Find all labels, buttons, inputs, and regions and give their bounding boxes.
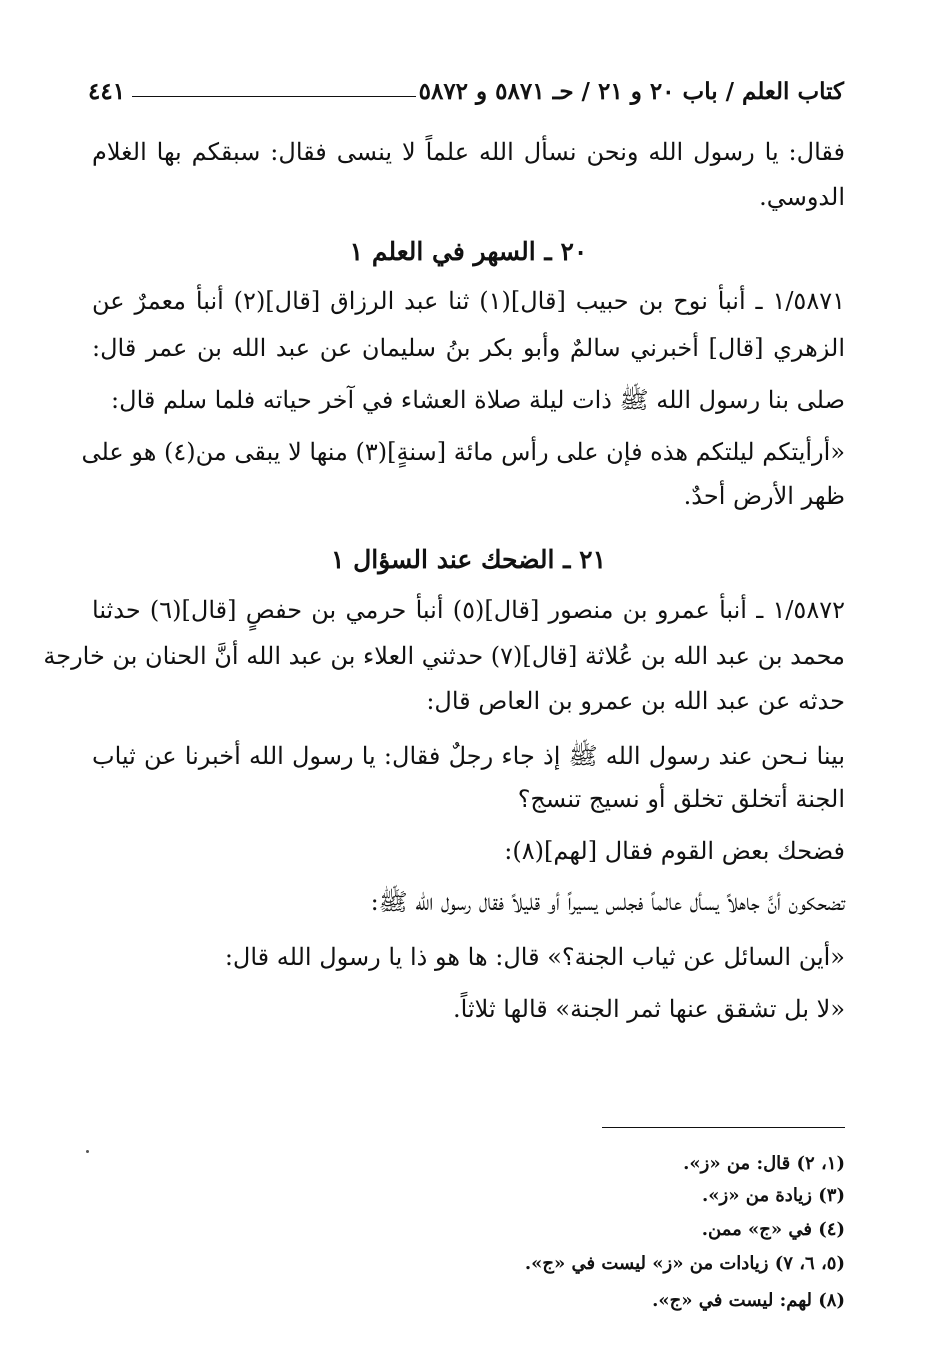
hadith-5872-line: «أين السائل عن ثياب الجنة؟» قال: ها هو ذا يا رسول الله قال: (224, 943, 845, 971)
text-line: الدوسي. (759, 183, 845, 211)
footnote: (٥، ٦، ٧) زيادات من «ز» ليست في «ج». (524, 1253, 845, 1274)
hadith-5871-line: صلى بنا رسول الله ﷺ ذات ليلة صلاة العشاء في آخر حياته فلما سلم قال: (111, 386, 845, 414)
page-number: ٤٤١ (88, 78, 126, 105)
footnote: (١، ٢) قال: من «ز». (683, 1153, 845, 1174)
section-heading-20: ٢٠ ـ السهر في العلم ١ (349, 237, 588, 266)
hadith-5872-line: فضحك بعض القوم فقال [لهم](٨): (504, 837, 845, 865)
header-rule (132, 96, 416, 97)
text-line: فقال: يا رسول الله ونحن نسأل الله علماً لا ينسى فقال: سبقكم بها الغلام (92, 138, 845, 166)
hadith-5871-line: ظهر الأرض أحدٌ. (683, 482, 845, 510)
header-title: كتاب العلم / باب ٢٠ و ٢١ / حـ ٥٨٧١ و ٥٨٧٢ (418, 78, 844, 105)
footnote: (٨) لهم: ليست في «ج». (652, 1290, 845, 1311)
page-speck (86, 1150, 89, 1153)
running-header (88, 78, 844, 112)
hadith-5871-line: ١/٥٨٧١ ـ أنبأ نوح بن حبيب [قال](١) ثنا عبد الرزاق [قال](٢) أنبأ معمرٌ عن (92, 287, 845, 315)
hadith-5872-line: محمد بن عبد الله بن عُلاثة [قال](٧) حدثني العلاء بن عبد الله أنَّ الحنان بن خارجة (43, 642, 845, 670)
footnote: (٣) زيادة من «ز». (702, 1185, 845, 1206)
section-heading-21: ٢١ ـ الضحك عند السؤال ١ (330, 545, 607, 574)
hadith-5871-line: الزهري [قال] أخبرني سالمٌ وأبو بكر بنُ سليمان عن عبد الله بن عمر قال: (92, 334, 845, 362)
hadith-5872-line: حدثه عن عبد الله بن عمرو بن العاص قال: (426, 687, 845, 715)
hadith-5872-line: ١/٥٨٧٢ ـ أنبأ عمرو بن منصور [قال](٥) أنبأ حرمي بن حفصٍ [قال](٦) حدثنا (92, 596, 845, 624)
hadith-5872-line: «لا بل تشقق عنها ثمر الجنة» قالها ثلاثاً. (453, 995, 845, 1023)
footnote-separator (602, 1127, 845, 1128)
hadith-5872-line: بينا نـحن عند رسول الله ﷺ إذ جاء رجلٌ فقال: يا رسول الله أخبرنا عن ثياب (92, 742, 846, 770)
footnote: (٤) في «ج» ممن. (701, 1219, 845, 1240)
hadith-5872-line: الجنة أتخلق تخلق أو نسيج تنسج؟ (517, 785, 845, 813)
hadith-5872-line: تضحكون أنَّ جاهلاً يسأل عالماً فجلس يسيراً أو قليلاً فقال رسول الله ﷺ: (370, 888, 845, 916)
hadith-5871-line: «أرأيتكم ليلتكم هذه فإن على رأس مائة [سنةٍ](٣) منها لا يبقى من(٤) هو على (81, 438, 845, 466)
